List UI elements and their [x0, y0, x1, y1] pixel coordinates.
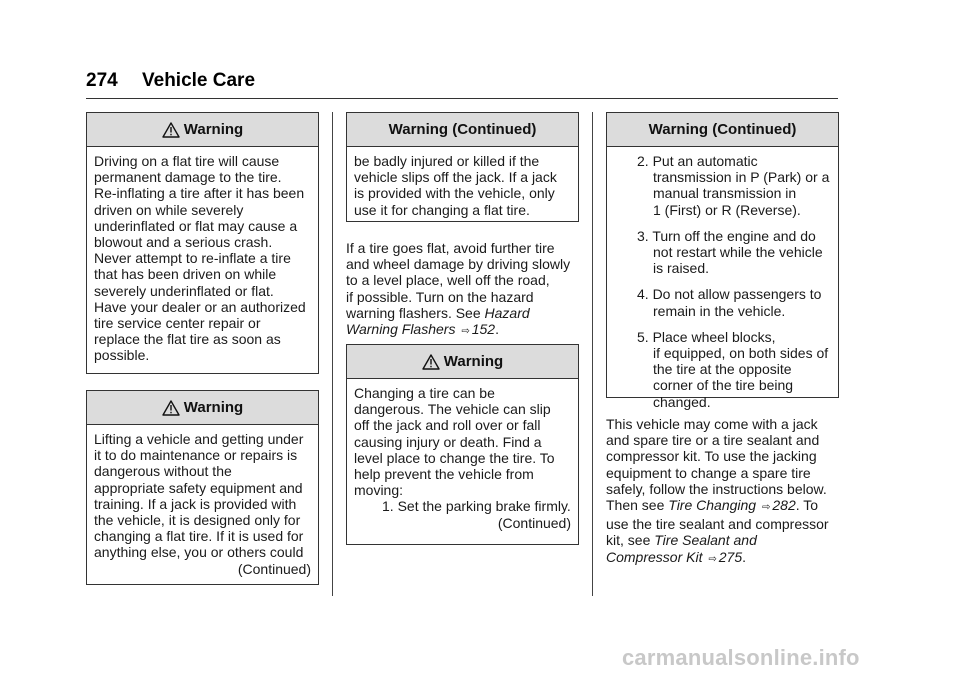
text-line: replace the flat tire as soon as — [94, 331, 281, 348]
hazard-flashers-link[interactable]: Hazard — [484, 304, 530, 321]
text-line: anything else, you or others could — [94, 544, 304, 561]
text-line: tire service center repair or — [94, 315, 261, 332]
text-line: dangerous. The vehicle can slip — [354, 401, 551, 418]
warning-title: Warning — [183, 121, 244, 138]
text-line: the tire at the opposite — [653, 361, 792, 378]
text-line: and wheel damage by driving slowly — [346, 256, 571, 273]
text-line: appropriate safety equipment and — [94, 479, 303, 496]
tire-sealant-link[interactable]: Compressor Kit — [606, 548, 703, 565]
warning-box-flat-tire — [86, 112, 319, 374]
text-line: 3. Turn off the engine and do — [637, 227, 816, 244]
page-ref-arrow-icon: ⇨ — [761, 502, 771, 514]
text-line — [346, 321, 586, 340]
text-line — [346, 305, 586, 321]
page-ref-arrow-icon: ⇨ — [461, 326, 470, 338]
text-line: is provided with the vehicle, only — [354, 185, 555, 202]
flat-tire-paragraph — [346, 240, 586, 340]
warning-body — [347, 147, 578, 218]
text-line: use the tire sealant and compressor — [606, 516, 829, 533]
text-line: changed. — [653, 393, 711, 410]
text-line: help prevent the vehicle from — [354, 466, 534, 483]
text-line: Changing a tire can be — [354, 385, 495, 401]
text-line: dangerous without the — [94, 463, 232, 480]
warning-box-header — [347, 345, 578, 379]
text-line: blowout and a serious crash. — [94, 234, 273, 251]
header-rule — [86, 98, 838, 99]
continued-label: (Continued) — [237, 560, 311, 577]
text-line: is raised. — [653, 260, 710, 277]
step-item: 1. Set the parking brake firmly. — [382, 498, 571, 515]
text-line: the vehicle, it is designed only for — [94, 512, 301, 529]
tire-sealant-link[interactable]: Tire Sealant and — [654, 532, 757, 549]
text-line: off the jack and roll over or fall — [354, 417, 541, 434]
text-line: driven on while severely — [94, 201, 244, 218]
watermark: carmanualsonline.info — [622, 645, 860, 670]
page-ref-number[interactable]: 152 — [471, 321, 496, 338]
text-fragment: . — [742, 548, 746, 565]
text-line: If a tire goes flat, avoid further tire — [346, 240, 555, 256]
text-line: remain in the vehicle. — [653, 302, 786, 319]
text-line: to a level place, well off the road, — [346, 272, 550, 289]
text-line: underinflated or flat may cause a — [94, 217, 298, 234]
text-line: vehicle slips off the jack. If a jack — [354, 169, 557, 186]
warning-body — [607, 147, 838, 410]
step-item — [614, 329, 831, 410]
page-ref-arrow-icon: ⇨ — [708, 553, 717, 565]
text-line: and spare tire or a tire sealant and — [606, 432, 820, 449]
text-fragment: . — [495, 321, 499, 338]
text-line: use it for changing a flat tire. — [354, 201, 530, 218]
text-line: Re-inflating a tire after it has been — [94, 185, 305, 202]
text-line: This vehicle may come with a jack — [606, 416, 818, 432]
page-number: 274 — [86, 70, 118, 91]
warning-title: Warning — [183, 399, 244, 416]
text-line: training. If a jack is provided with — [94, 495, 297, 512]
text-line: not restart while the vehicle — [653, 244, 823, 261]
text-line: changing a flat tire. If it is used for — [94, 528, 304, 545]
text-line: Lifting a vehicle and getting under — [94, 431, 304, 447]
text-line: manual transmission in — [653, 185, 797, 202]
text-line: moving: — [354, 482, 404, 499]
text-line — [606, 497, 846, 516]
warning-body — [347, 379, 578, 531]
text-line: equipment to change a spare tire — [606, 464, 811, 481]
text-line: corner of the tire being — [653, 377, 794, 394]
text-line: Have your dealer or an authorized — [94, 298, 306, 315]
step-item — [614, 228, 831, 277]
warning-body — [87, 147, 318, 364]
text-line: possible. — [94, 347, 150, 364]
text-fragment: Then see — [606, 497, 669, 514]
text-line: level place to change the tire. To — [354, 449, 555, 466]
jack-info-paragraph — [606, 416, 846, 568]
text-line: that has been driven on while — [94, 266, 277, 283]
text-line: safely, follow the instructions below. — [606, 480, 827, 497]
step-item — [614, 153, 831, 218]
warning-box-changing-tire — [346, 344, 579, 545]
page-header — [86, 70, 838, 92]
text-line: it to do maintenance or repairs is — [94, 447, 298, 464]
warning-box-header — [347, 113, 578, 147]
text-line: Never attempt to re-inflate a tire — [94, 250, 291, 267]
warning-title: Warning (Continued) — [648, 121, 797, 138]
section-title: Vehicle Care — [142, 70, 256, 91]
warning-box-continued-steps — [606, 112, 839, 410]
text-line: 4. Do not allow passengers to — [637, 286, 822, 303]
text-line: permanent damage to the tire. — [94, 169, 282, 186]
continued-label: (Continued) — [497, 514, 571, 531]
warning-icon — [422, 354, 440, 370]
text-fragment: kit, see — [606, 532, 655, 549]
text-line: 1 (First) or R (Reverse). — [653, 201, 801, 218]
text-line: compressor kit. To use the jacking — [606, 448, 817, 465]
page-ref-number[interactable]: 275 — [718, 548, 743, 565]
page-ref-number[interactable]: 282 — [772, 497, 796, 514]
hazard-flashers-link[interactable]: Warning Flashers — [346, 321, 456, 338]
text-line — [606, 549, 846, 568]
column-divider-1 — [332, 112, 333, 596]
warning-box-lifting-vehicle — [86, 390, 319, 585]
text-line: Driving on a flat tire will cause — [94, 153, 280, 169]
text-line — [606, 532, 846, 548]
step-list — [614, 153, 831, 410]
warning-box-header — [87, 391, 318, 425]
warning-icon — [162, 400, 180, 416]
warning-body — [87, 425, 318, 577]
text-line: be badly injured or killed if the — [354, 153, 540, 169]
warning-box-continued-jack — [346, 112, 579, 222]
warning-title: Warning — [443, 353, 504, 370]
text-line: causing injury or death. Find a — [354, 433, 542, 450]
text-fragment: warning flashers. See — [346, 304, 485, 321]
text-line: 5. Place wheel blocks, — [637, 328, 776, 345]
text-line: severely underinflated or flat. — [94, 282, 274, 299]
text-line: if possible. Turn on the hazard — [346, 288, 534, 305]
warning-box-header — [607, 113, 838, 147]
text-line: transmission in P (Park) or a — [653, 169, 830, 186]
warning-title: Warning (Continued) — [388, 121, 537, 138]
warning-icon — [162, 122, 180, 138]
text-fragment: . To — [795, 497, 819, 514]
tire-changing-link[interactable]: Tire Changing — [668, 497, 757, 514]
step-item — [614, 286, 831, 318]
warning-box-header — [87, 113, 318, 147]
text-line: if equipped, on both sides of — [653, 345, 829, 362]
text-line: 2. Put an automatic — [637, 153, 758, 169]
column-divider-2 — [592, 112, 593, 596]
